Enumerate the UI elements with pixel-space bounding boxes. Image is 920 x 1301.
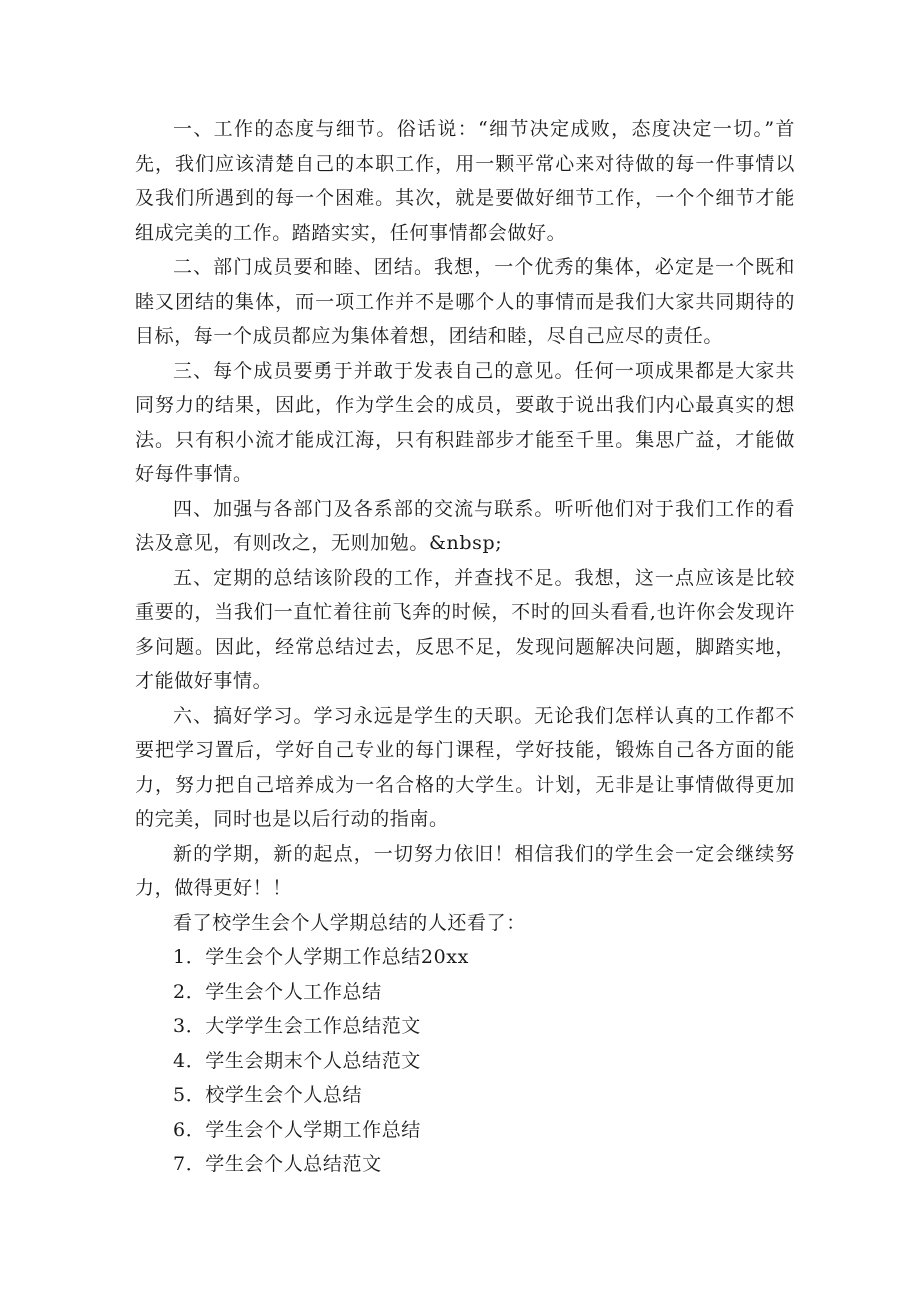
- related-article-link[interactable]: 1．学生会个人学期工作总结20xx: [173, 946, 469, 968]
- document-body: [135, 112, 795, 1182]
- related-article-link[interactable]: 3．大学学生会工作总结范文: [173, 1015, 421, 1037]
- related-articles-heading: 看了校学生会个人学期总结的人还看了：: [173, 911, 526, 934]
- related-article-link[interactable]: 7．学生会个人总结范文: [173, 1153, 382, 1175]
- paragraph-communication: 四、加强与各部门及各系部的交流与联系。听听他们对于我们工作的看法及意见，有则改之，无则加勉。&nbsp;: [135, 497, 795, 554]
- paragraph-unity: 二、部门成员要和睦、团结。我想，一个优秀的集体，必定是一个既和睦又团结的集体，而一项工作并不是哪个人的事情而是我们大家共同期待的目标，每一个成员都应为集体着想，团结和睦，尽自己应尽的责任。: [135, 256, 795, 347]
- related-article-link[interactable]: 6．学生会个人学期工作总结: [173, 1118, 421, 1141]
- paragraph-study: 六、搞好学习。学习永远是学生的天职。无论我们怎样认真的工作都不要把学习置后，学好自己专业的每门课程，学好技能，锻炼自己各方面的能力，努力把自己培养成为一名合格的大学生。计划，无非是让事情做得更加的完美，同时也是以后行动的指南。: [135, 704, 795, 830]
- paragraph-express-opinions: 三、每个成员要勇于并敢于发表自己的意见。任何一项成果都是大家共同努力的结果，因此，作为学生会的成员，要敢于说出我们内心最真实的想法。只有积小流才能成江海，只有积跬部步才能至千里。集思广益，才能做好每件事情。: [135, 359, 795, 485]
- paragraph-new-semester: 新的学期，新的起点，一切努力依旧！相信我们的学生会一定会继续努力，做得更好！！: [135, 842, 795, 899]
- paragraph-periodic-summary: 五、定期的总结该阶段的工作，并查找不足。我想，这一点应该是比较重要的，当我们一直忙着往前飞奔的时候，不时的回头看看,也许你会发现许多问题。因此，经常总结过去，反思不足，发现问题解决问题，脚踏实地，才能做好事情。: [135, 566, 795, 692]
- related-article-link[interactable]: 5．校学生会个人总结: [173, 1084, 363, 1106]
- related-articles-list: [135, 940, 795, 1182]
- paragraph-attitude-details: 一、工作的态度与细节。俗话说：“细节决定成败，态度决定一切。”首先，我们应该清楚自己的本职工作，用一颗平常心来对待做的每一件事情以及我们所遇到的每一个困难。其次，就是要做好细节工作，一个个细节才能组成完美的工作。踏踏实实，任何事情都会做好。: [135, 118, 795, 244]
- related-article-link[interactable]: 4．学生会期末个人总结范文: [173, 1049, 421, 1072]
- related-article-link[interactable]: 2．学生会个人工作总结: [173, 980, 382, 1003]
